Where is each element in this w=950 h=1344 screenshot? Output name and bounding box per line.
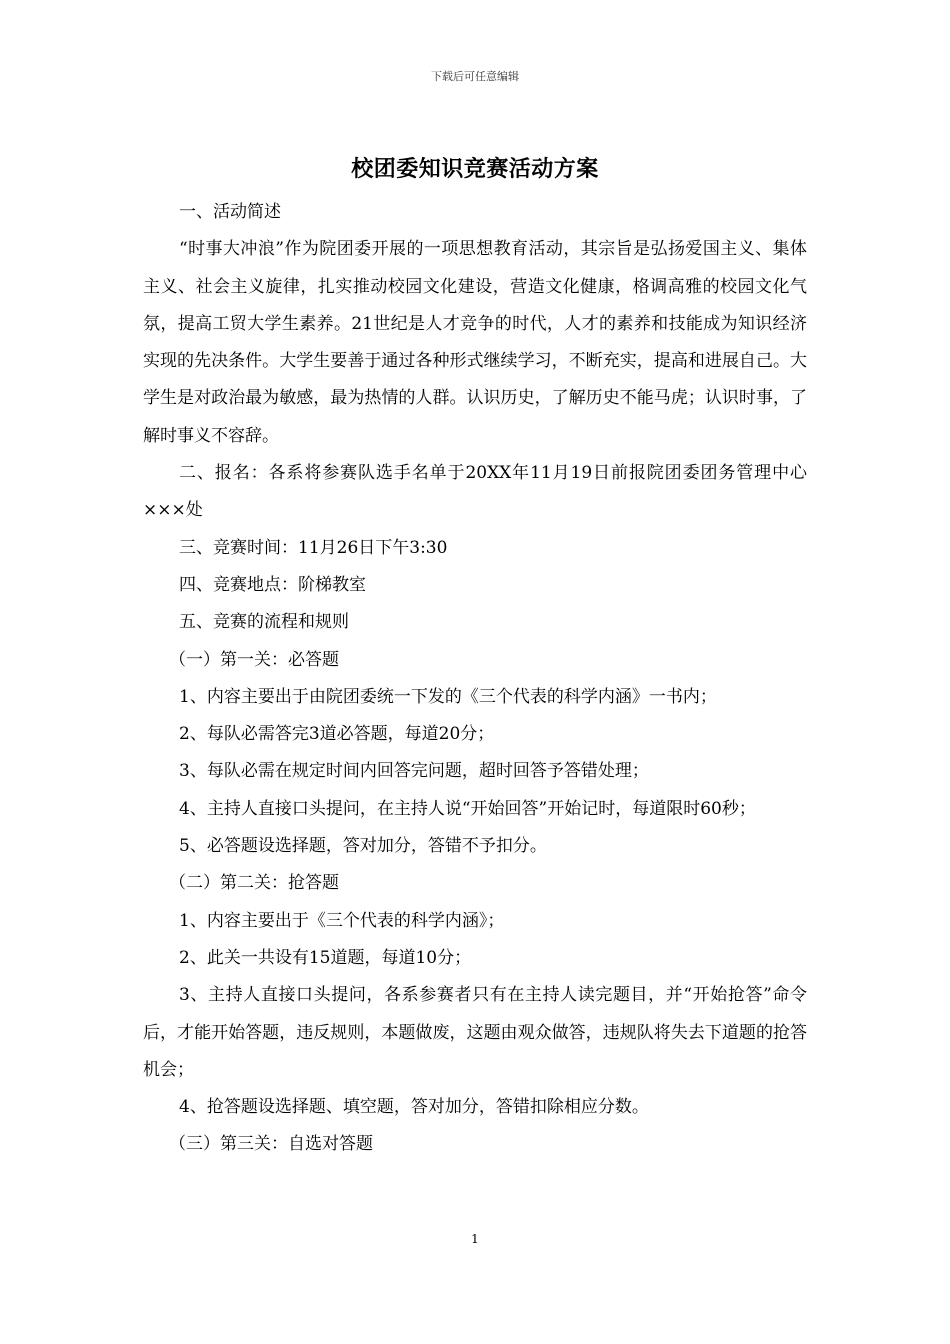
page-number: 1: [471, 1232, 479, 1246]
round-heading-2: （二）第二关：抢答题: [169, 873, 339, 894]
paragraph-location: 四、竞赛地点：阶梯教室: [179, 574, 366, 595]
section-heading-overview: 一、活动简述: [179, 202, 281, 222]
document-title: 校团委知识竞赛活动方案: [351, 156, 599, 182]
rule-item: 3、主持人直接口头提问，各系参赛者只有在主持人读完题目，并“开始抢答”命令后，才能开始答题，违反规则，本题做废，这题由观众做答，违规队将失去下道题的抢答机会；: [143, 985, 807, 1080]
rule-item: 1、内容主要出于由院团委统一下发的《三个代表的科学内涵》一书内；: [179, 686, 717, 707]
rule-item: 1、内容主要出于《三个代表的科学内涵》；: [179, 910, 505, 931]
paragraph-registration: 二、报名：各系将参赛队选手名单于20XX年11月19日前报院团委团务管理中心×××处: [143, 463, 807, 521]
rule-item: 2、每队必需答完3道必答题，每道20分；: [179, 724, 495, 745]
rule-item: 4、抢答题设选择题、填空题，答对加分，答错扣除相应分数。: [179, 1097, 649, 1118]
rule-item: 3、每队必需在规定时间内回答完问题，超时回答予答错处理；: [179, 761, 649, 782]
round-heading-3: （三）第三关：自选对答题: [169, 1134, 373, 1155]
rule-item: 4、主持人直接口头提问，在主持人说“开始回答”开始记时，每道限时60秒；: [179, 798, 756, 819]
document-body: [143, 194, 807, 1164]
paragraph-time: 三、竞赛时间：11月26日下午3:30: [179, 537, 448, 558]
paragraph-overview: “时事大冲浪”作为院团委开展的一项思想教育活动，其宗旨是弘扬爱国主义、集体主义、社会主义旋律，扎实推动校园文化建设，营造文化健康，格调高雅的校园文化气氛，提高工贸大学生素养。21世纪是人才竞争的时代，人才的素养和技能成为知识经济实现的先决条件。大学生要善于通过各种形式继续学习，不断充实，提高和进展自己。大学生是对政治最为敏感，最为热情的人群。认识历史，了解历史不能马虎；认识时事，了解时事义不容辞。: [143, 239, 807, 446]
round-heading-1: （一）第一关：必答题: [169, 649, 339, 670]
page-header-note: 下载后可任意编辑: [431, 70, 519, 83]
rule-item: 2、此关一共设有15道题，每道10分；: [179, 947, 472, 968]
rule-item: 5、必答题设选择题，答对加分，答错不予扣分。: [179, 836, 547, 857]
section-heading-rules: 五、竞赛的流程和规则: [179, 612, 349, 633]
